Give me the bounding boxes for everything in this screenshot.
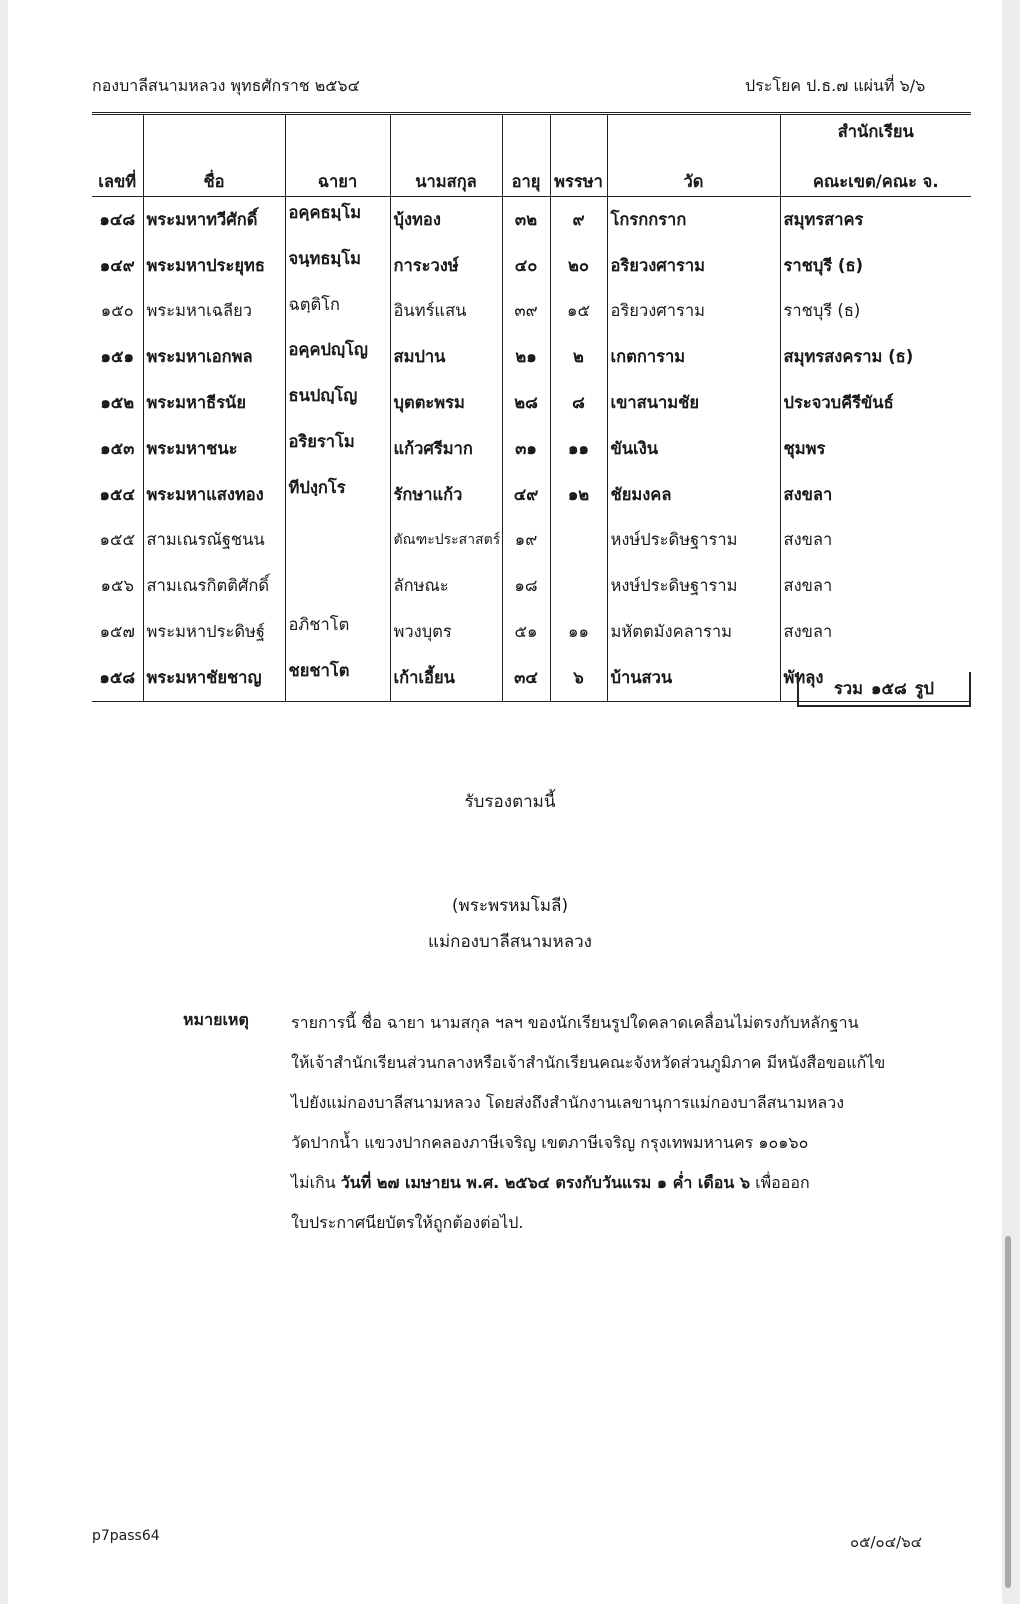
- footer-date: ๐๕/๐๔/๖๔: [850, 1533, 922, 1551]
- table-row: [92, 380, 971, 426]
- cell-office: สมุทรสงคราม (ธ): [780, 334, 971, 380]
- cell-temple: มหัตตมังคลาราม: [607, 609, 780, 655]
- cell-no: ๑๕๓: [92, 426, 143, 472]
- cell-temple: อริยวงศาราม: [607, 289, 780, 335]
- certification-text: รับรองตามนี้: [464, 792, 556, 812]
- deadline-suffix: เพื่อออก: [750, 1173, 810, 1192]
- col-header-age: อายุ: [502, 114, 550, 197]
- cell-surname: บุ้งทอง: [390, 197, 502, 243]
- cell-temple: หงษ์ประดิษฐาราม: [607, 563, 780, 609]
- col-header-name: ชื่อ: [143, 114, 285, 197]
- total-unit: รูป: [914, 678, 935, 698]
- cell-surname: พวงบุตร: [390, 609, 502, 655]
- cell-vassa: ๑๑: [550, 426, 607, 472]
- cell-age: ๓๒: [502, 197, 550, 243]
- note-line: ใบประกาศนียบัตรให้ถูกต้องต่อไป.: [291, 1213, 524, 1232]
- col-header-office: [780, 114, 971, 197]
- footer-file-code: p7pass64: [92, 1528, 160, 1544]
- cell-office: สมุทรสาคร: [780, 197, 971, 243]
- cell-surname: เก้าเอี้ยน: [390, 655, 502, 701]
- cell-age: ๑๙: [502, 518, 550, 564]
- table-row: [92, 472, 971, 518]
- cell-surname: บุตตะพรม: [390, 380, 502, 426]
- col-header-office-top: สำนักเรียน: [837, 122, 914, 141]
- cell-chaya: [285, 563, 390, 609]
- cell-temple: โกรกกราก: [607, 197, 780, 243]
- cell-name: พระมหาชนะ: [143, 426, 285, 472]
- cell-no: ๑๕๕: [92, 518, 143, 564]
- table-row: [92, 563, 971, 609]
- cell-temple: ขันเงิน: [607, 426, 780, 472]
- cell-office: สงขลา: [780, 563, 971, 609]
- table-row: [92, 334, 971, 380]
- cell-chaya: ธนปญฺโญ: [285, 380, 390, 426]
- col-header-no: เลขที่: [92, 114, 143, 197]
- cell-chaya: [285, 518, 390, 564]
- col-header-surname: นามสกุล: [390, 114, 502, 197]
- cell-name: พระมหาชัยชาญ: [143, 655, 285, 701]
- cell-age: ๒๘: [502, 380, 550, 426]
- header-institution: กองบาลีสนามหลวง พุทธศักราช ๒๕๖๔: [92, 76, 360, 95]
- cell-chaya: อคฺคธมฺโม: [285, 197, 390, 243]
- cell-temple: บ้านสวน: [607, 655, 780, 701]
- cell-office: ราชบุรี (ธ): [780, 289, 971, 335]
- cell-temple: เกตการาม: [607, 334, 780, 380]
- cell-name: พระมหาธีรนัย: [143, 380, 285, 426]
- cell-office: สงขลา: [780, 472, 971, 518]
- cell-chaya: จนฺทธมฺโม: [285, 243, 390, 289]
- vertical-scrollbar[interactable]: [1005, 1236, 1011, 1588]
- note-body: [291, 1003, 886, 1243]
- header-sheet-info: ประโยค ป.ธ.๗ แผ่นที่ ๖/๖: [745, 76, 926, 95]
- cell-vassa: ๑๕: [550, 289, 607, 335]
- cell-no: ๑๕๘: [92, 655, 143, 701]
- col-header-temple: วัด: [607, 114, 780, 197]
- cell-chaya: ฉตฺติโก: [285, 289, 390, 335]
- cell-name: พระมหาประดิษฐ์: [143, 609, 285, 655]
- cell-no: ๑๔๙: [92, 243, 143, 289]
- cell-office: ราชบุรี (ธ): [780, 243, 971, 289]
- cell-no: ๑๕๔: [92, 472, 143, 518]
- results-table: [92, 112, 971, 702]
- table-body: [92, 197, 971, 702]
- col-header-office-bottom: คณะเขต/คณะ จ.: [812, 172, 939, 191]
- table-row: [92, 197, 971, 243]
- col-header-chaya: ฉายา: [285, 114, 390, 197]
- cell-vassa: ๒: [550, 334, 607, 380]
- table-row: [92, 243, 971, 289]
- table-row: [92, 518, 971, 564]
- cell-no: ๑๕๖: [92, 563, 143, 609]
- deadline-date: วันที่ ๒๗ เมษายน พ.ศ. ๒๕๖๔ ตรงกับวันแรม ๑ ค่ำ เดือน ๖: [340, 1173, 751, 1192]
- cell-name: พระมหาประยุทธ: [143, 243, 285, 289]
- cell-surname: ลักษณะ: [390, 563, 502, 609]
- cell-name: พระมหาเฉลียว: [143, 289, 285, 335]
- cell-name: สามเณรกิตติศักดิ์: [143, 563, 285, 609]
- cell-vassa: ๘: [550, 380, 607, 426]
- cell-office: สงขลา: [780, 518, 971, 564]
- deadline-prefix: ไม่เกิน: [291, 1173, 341, 1192]
- cell-age: ๓๙: [502, 289, 550, 335]
- cell-surname: ตัณฑะประสาสตร์: [390, 518, 502, 564]
- cell-vassa: [550, 518, 607, 564]
- cell-age: ๓๔: [502, 655, 550, 701]
- cell-temple: ชัยมงคล: [607, 472, 780, 518]
- cell-chaya: อภิชาโต: [285, 609, 390, 655]
- cell-surname: อินทร์แสน: [390, 289, 502, 335]
- note-line: วัดปากน้ำ แขวงปากคลองภาษีเจริญ เขตภาษีเจริญ กรุงเทพมหานคร ๑๐๑๖๐: [291, 1133, 809, 1152]
- table-row: [92, 289, 971, 335]
- cell-name: พระมหาเอกพล: [143, 334, 285, 380]
- cell-office: สงขลา: [780, 609, 971, 655]
- cell-chaya: ทีปงฺกโร: [285, 472, 390, 518]
- cell-age: ๑๘: [502, 563, 550, 609]
- note-line: ให้เจ้าสำนักเรียนส่วนกลางหรือเจ้าสำนักเรียนคณะจังหวัดส่วนภูมิภาค มีหนังสือขอแก้ไข: [291, 1053, 886, 1072]
- cell-temple: อริยวงศาราม: [607, 243, 780, 289]
- table-header-row: [92, 114, 971, 197]
- cell-surname: สมปาน: [390, 334, 502, 380]
- cell-name: สามเณรณัฐชนน: [143, 518, 285, 564]
- total-label: รวม: [833, 678, 863, 698]
- table-row: [92, 609, 971, 655]
- cell-chaya: ชยชาโต: [285, 655, 390, 701]
- cell-no: ๑๔๘: [92, 197, 143, 243]
- note-line-deadline: [291, 1163, 881, 1203]
- cell-vassa: ๑๑: [550, 609, 607, 655]
- cell-name: พระมหาทวีศักดิ์: [143, 197, 285, 243]
- cell-vassa: ๖: [550, 655, 607, 701]
- cell-office: ชุมพร: [780, 426, 971, 472]
- cell-surname: รักษาแก้ว: [390, 472, 502, 518]
- cell-vassa: ๙: [550, 197, 607, 243]
- note-label: หมายเหตุ: [183, 1010, 249, 1029]
- cell-surname: การะวงษ์: [390, 243, 502, 289]
- cell-no: ๑๕๐: [92, 289, 143, 335]
- total-count: ๑๕๘: [870, 678, 907, 698]
- cell-name: พระมหาแสงทอง: [143, 472, 285, 518]
- table-row: [92, 426, 971, 472]
- cell-age: ๔๐: [502, 243, 550, 289]
- cell-vassa: [550, 563, 607, 609]
- cell-age: ๕๑: [502, 609, 550, 655]
- cell-vassa: ๑๒: [550, 472, 607, 518]
- cell-age: ๓๑: [502, 426, 550, 472]
- cell-temple: เขาสนามชัย: [607, 380, 780, 426]
- cell-vassa: ๒๐: [550, 243, 607, 289]
- signatory-title: แม่กองบาลีสนามหลวง: [428, 932, 592, 952]
- note-line: รายการนี้ ชื่อ ฉายา นามสกุล ฯลฯ ของนักเรียนรูปใดคลาดเคลื่อนไม่ตรงกับหลักฐาน: [291, 1013, 859, 1032]
- cell-surname: แก้วศรีมาก: [390, 426, 502, 472]
- note-line: ไปยังแม่กองบาลีสนามหลวง โดยส่งถึงสำนักงานเลขานุการแม่กองบาลีสนามหลวง: [291, 1093, 845, 1112]
- cell-age: ๔๙: [502, 472, 550, 518]
- cell-chaya: อคฺคปญฺโญ: [285, 334, 390, 380]
- cell-temple: หงษ์ประดิษฐาราม: [607, 518, 780, 564]
- total-summary: [797, 672, 971, 707]
- cell-office: พัทลุง: [780, 655, 971, 701]
- cell-no: ๑๕๑: [92, 334, 143, 380]
- cell-no: ๑๕๗: [92, 609, 143, 655]
- cell-no: ๑๕๒: [92, 380, 143, 426]
- signatory-name: (พระพรหมโมลี): [451, 896, 569, 916]
- cell-age: ๒๑: [502, 334, 550, 380]
- col-header-vassa: พรรษา: [550, 114, 607, 197]
- cell-office: ประจวบคีรีขันธ์: [780, 380, 971, 426]
- cell-chaya: อริยราโม: [285, 426, 390, 472]
